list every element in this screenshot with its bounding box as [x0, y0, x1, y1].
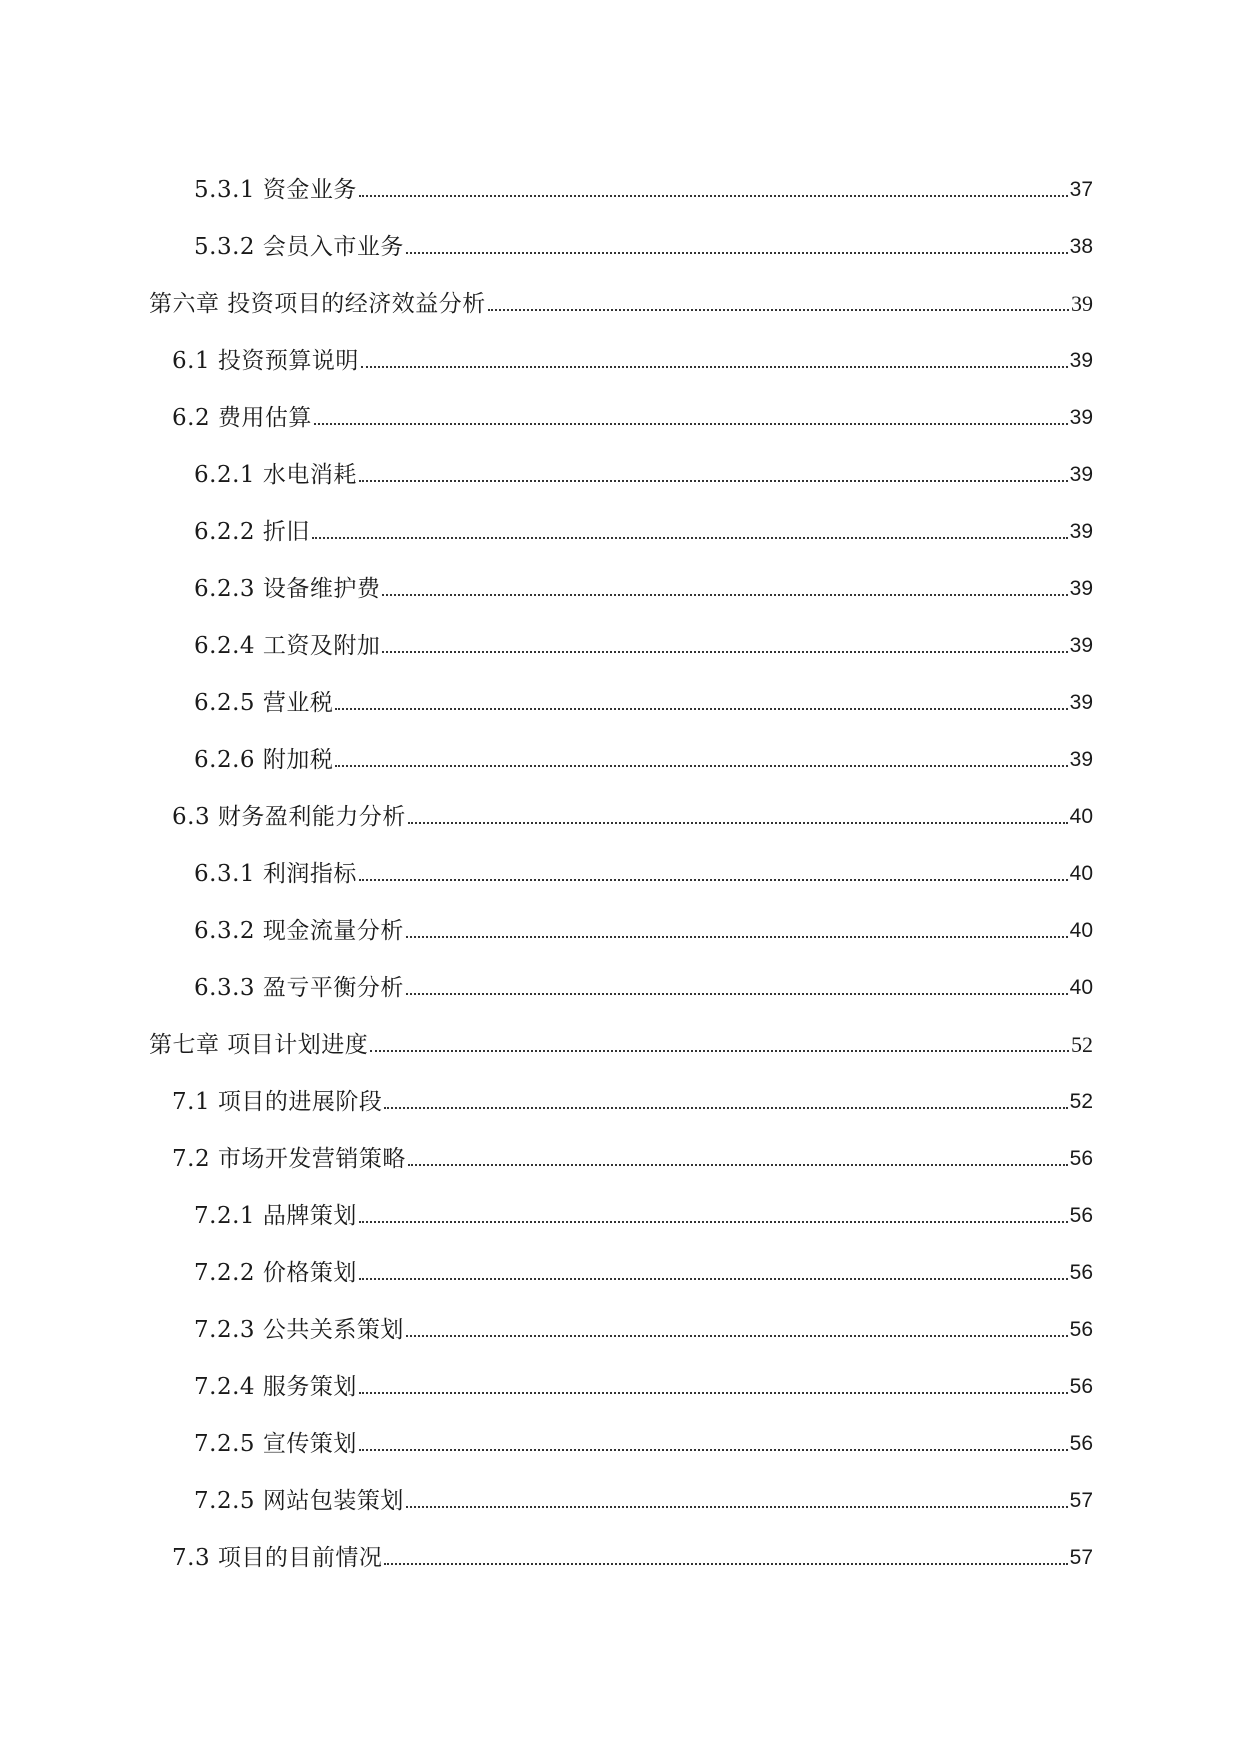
toc-page-number: 40: [1069, 976, 1093, 999]
toc-entry-title: 6.2.6 附加税: [194, 747, 334, 773]
toc-entry[interactable]: [0, 291, 1241, 348]
toc-page-number: 39: [1069, 520, 1093, 543]
toc-entry-title: 6.3.1 利润指标: [194, 861, 357, 887]
toc-entry-title: 6.2.4 工资及附加: [194, 633, 381, 659]
toc-entry-title: 7.2.4 服务策划: [194, 1374, 357, 1400]
toc-entry[interactable]: [0, 1032, 1241, 1089]
toc-entry-title: 7.3 项目的目前情况: [172, 1545, 383, 1571]
toc-dot-leader: [359, 1374, 1068, 1394]
toc-entry[interactable]: [0, 1203, 1241, 1260]
toc-entry[interactable]: [0, 975, 1241, 1032]
toc-entry-title: 7.2.5 网站包装策划: [194, 1488, 404, 1514]
toc-entry[interactable]: [0, 690, 1241, 747]
toc-page-number: 39: [1069, 349, 1093, 372]
toc-entry-title: 6.3.2 现金流量分析: [194, 918, 404, 944]
table-of-contents: [0, 177, 1241, 1602]
toc-page-number: 40: [1069, 805, 1093, 828]
toc-dot-leader: [384, 1089, 1067, 1109]
toc-dot-leader: [384, 1545, 1067, 1565]
toc-dot-leader: [406, 918, 1068, 938]
toc-page-number: 57: [1069, 1546, 1093, 1569]
toc-page-number: 56: [1069, 1147, 1093, 1170]
toc-entry[interactable]: [0, 462, 1241, 519]
toc-entry[interactable]: [0, 747, 1241, 804]
toc-entry-title: 6.3.3 盈亏平衡分析: [194, 975, 404, 1001]
toc-entry[interactable]: [0, 861, 1241, 918]
toc-entry[interactable]: [0, 1488, 1241, 1545]
toc-dot-leader: [406, 1317, 1068, 1337]
toc-entry[interactable]: [0, 348, 1241, 405]
toc-page-number: 38: [1069, 235, 1093, 258]
toc-entry[interactable]: [0, 177, 1241, 234]
toc-dot-leader: [382, 633, 1067, 653]
toc-dot-leader: [361, 348, 1068, 368]
toc-dot-leader: [359, 861, 1068, 881]
toc-dot-leader: [408, 1146, 1068, 1166]
toc-entry-title: 7.2.1 品牌策划: [194, 1203, 357, 1229]
toc-dot-leader: [382, 576, 1067, 596]
toc-entry-title: 6.2 费用估算: [172, 405, 312, 431]
toc-entry-title: 7.1 项目的进展阶段: [172, 1089, 383, 1115]
toc-page-number: 40: [1069, 919, 1093, 942]
toc-page-number: 56: [1069, 1204, 1093, 1227]
toc-entry[interactable]: [0, 804, 1241, 861]
toc-page-number: 39: [1069, 463, 1093, 486]
toc-page-number: 40: [1069, 862, 1093, 885]
toc-dot-leader: [359, 462, 1068, 482]
toc-dot-leader: [335, 747, 1067, 767]
toc-page-number: 39: [1071, 291, 1093, 316]
toc-entry[interactable]: [0, 1431, 1241, 1488]
toc-entry[interactable]: [0, 234, 1241, 291]
toc-dot-leader: [359, 1203, 1068, 1223]
toc-entry[interactable]: [0, 633, 1241, 690]
toc-entry[interactable]: [0, 1146, 1241, 1203]
toc-entry-title: 5.3.1 资金业务: [194, 177, 357, 203]
toc-page-number: 52: [1069, 1090, 1093, 1113]
toc-entry-title: 6.3 财务盈利能力分析: [172, 804, 406, 830]
toc-page-number: 39: [1069, 748, 1093, 771]
toc-dot-leader: [408, 804, 1068, 824]
toc-page-number: 56: [1069, 1261, 1093, 1284]
toc-entry[interactable]: [0, 519, 1241, 576]
toc-entry-title: 6.2.1 水电消耗: [194, 462, 357, 488]
toc-page-number: 56: [1069, 1318, 1093, 1341]
toc-page-number: 39: [1069, 691, 1093, 714]
toc-dot-leader: [370, 1032, 1069, 1052]
toc-dot-leader: [488, 291, 1069, 311]
toc-dot-leader: [359, 1431, 1068, 1451]
toc-entry-title: 7.2.2 价格策划: [194, 1260, 357, 1286]
toc-dot-leader: [312, 519, 1068, 539]
toc-entry[interactable]: [0, 1317, 1241, 1374]
toc-entry-title: 6.2.2 折旧: [194, 519, 310, 545]
toc-entry[interactable]: [0, 405, 1241, 462]
toc-entry[interactable]: [0, 576, 1241, 633]
toc-dot-leader: [359, 1260, 1068, 1280]
toc-entry-title: 7.2.5 宣传策划: [194, 1431, 357, 1457]
toc-page-number: 56: [1069, 1375, 1093, 1398]
toc-dot-leader: [406, 234, 1068, 254]
toc-dot-leader: [359, 177, 1068, 197]
toc-entry[interactable]: [0, 1260, 1241, 1317]
toc-entry-title: 6.1 投资预算说明: [172, 348, 359, 374]
toc-entry-title: 6.2.3 设备维护费: [194, 576, 381, 602]
toc-dot-leader: [335, 690, 1067, 710]
toc-page-number: 52: [1071, 1032, 1093, 1057]
toc-entry-title: 第六章 投资项目的经济效益分析: [149, 291, 486, 317]
toc-entry-title: 第七章 项目计划进度: [149, 1032, 369, 1058]
toc-entry-title: 7.2.3 公共关系策划: [194, 1317, 404, 1343]
toc-page-number: 39: [1069, 634, 1093, 657]
toc-page-number: 56: [1069, 1432, 1093, 1455]
toc-entry[interactable]: [0, 1374, 1241, 1431]
toc-entry-title: 5.3.2 会员入市业务: [194, 234, 404, 260]
toc-page-number: 39: [1069, 577, 1093, 600]
toc-page-number: 57: [1069, 1489, 1093, 1512]
toc-entry[interactable]: [0, 1545, 1241, 1602]
toc-entry[interactable]: [0, 1089, 1241, 1146]
toc-entry[interactable]: [0, 918, 1241, 975]
toc-entry-title: 7.2 市场开发营销策略: [172, 1146, 406, 1172]
toc-page-number: 39: [1069, 406, 1093, 429]
toc-page-number: 37: [1069, 178, 1093, 201]
toc-dot-leader: [314, 405, 1068, 425]
toc-entry-title: 6.2.5 营业税: [194, 690, 334, 716]
toc-dot-leader: [406, 1488, 1068, 1508]
toc-dot-leader: [406, 975, 1068, 995]
